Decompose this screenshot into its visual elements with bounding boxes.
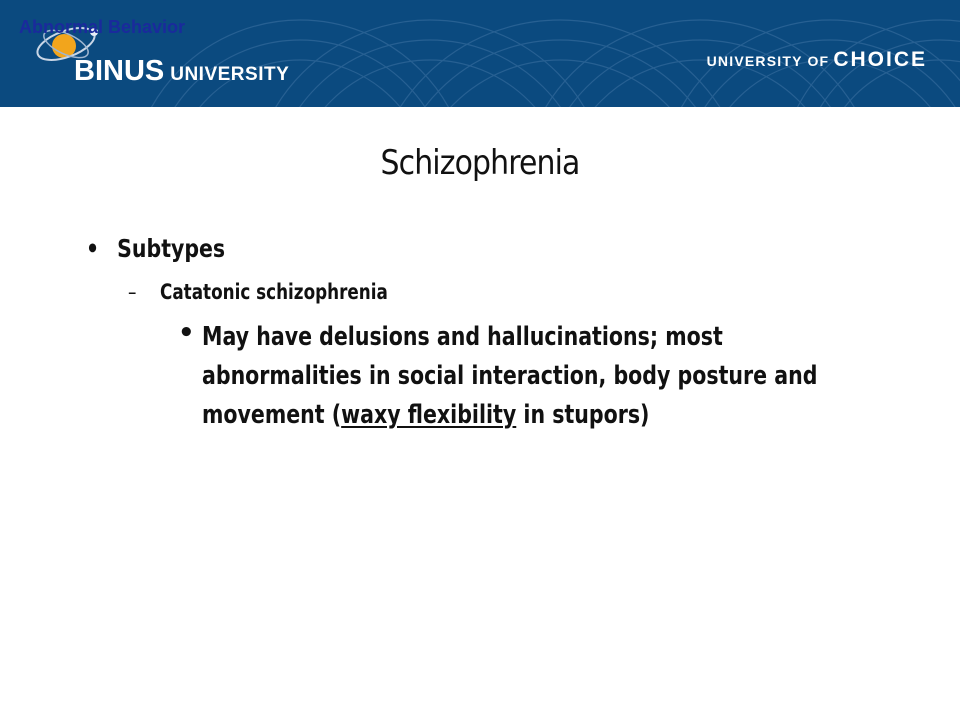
detail-paragraph bbox=[202, 318, 818, 435]
detail-line-3-end: in stupors) bbox=[516, 400, 650, 430]
logo-main-text: BINUS bbox=[74, 55, 165, 87]
bullet-marker: • bbox=[86, 234, 100, 263]
detail-line-1: May have delusions and hallucinations; most bbox=[202, 322, 723, 352]
sub-bullet-catatonic bbox=[128, 280, 388, 304]
university-tagline bbox=[707, 48, 927, 72]
bullet-label: Subtypes bbox=[117, 234, 226, 263]
course-label: Abnormal Behavior bbox=[19, 17, 186, 37]
detail-line-2: abnormalities in social interaction, body posture and bbox=[202, 361, 818, 391]
slide-title: Schizophrenia bbox=[380, 143, 580, 183]
underlined-term: waxy flexibility bbox=[341, 400, 517, 430]
sub-bullet-label: Catatonic schizophrenia bbox=[160, 280, 388, 304]
detail-line-3 bbox=[202, 396, 818, 435]
bullet-item-subtypes bbox=[86, 234, 225, 263]
logo-wordmark bbox=[74, 55, 289, 88]
dash-marker: – bbox=[128, 280, 137, 304]
logo-sub-text: UNIVERSITY bbox=[170, 64, 290, 85]
tagline-prefix: UNIVERSITY OF bbox=[706, 53, 830, 69]
detail-line-3-start: movement ( bbox=[202, 400, 342, 430]
tagline-emphasis: CHOICE bbox=[833, 48, 927, 71]
detail-bullet-marker: • bbox=[178, 318, 195, 348]
